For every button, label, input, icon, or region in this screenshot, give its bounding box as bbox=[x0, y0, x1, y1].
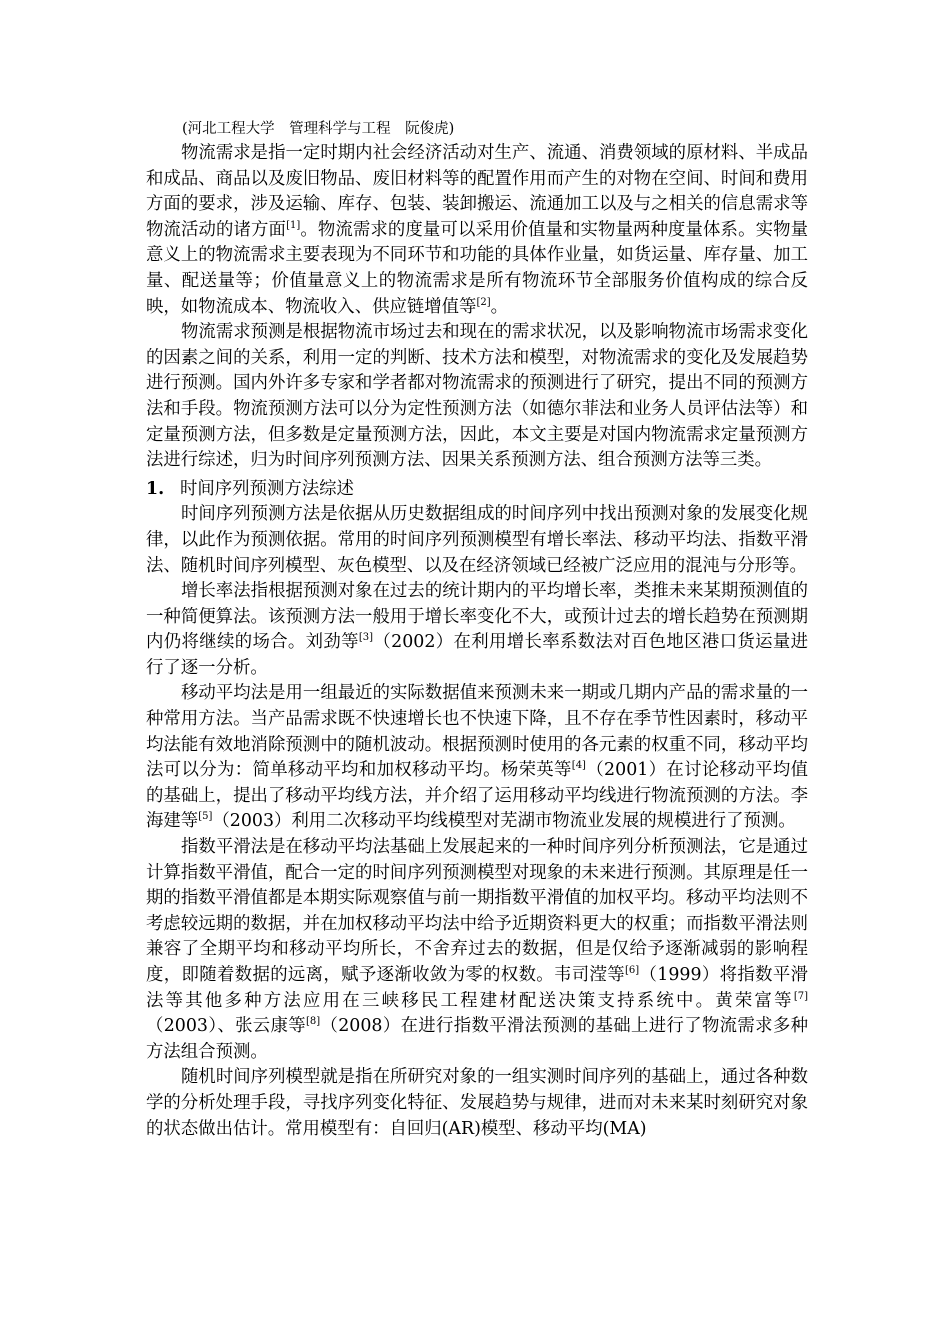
citation-ref: [3] bbox=[358, 632, 374, 644]
paragraph-p5: 移动平均法是用一组最近的实际数据值来预测未来一期或几期内产品的需求量的一种常用方法。当产品需求既不快速增长也不快速下降，且不存在季节性因素时，移动平均法能有效地消除预测中的随机波动。根据预测时使用的各元素的权重不同，移动平均法可以分为：简单移动平均和加权移动平均。杨荣英等[4]（2001）在讨论移动平均值的基础上，提出了移动平均线方法，并介绍了运用移动平均线进行物流预测的方法。李海建等[5]（2003）利用二次移动平均线模型对芜湖市物流业发展的规模进行了预测。 bbox=[146, 683, 808, 832]
section-heading bbox=[146, 477, 808, 503]
paragraph-p3: 时间序列预测方法是依据从历史数据组成的时间序列中找出预测对象的发展变化规律，以此作为预测依据。常用的时间序列预测模型有增长率法、移动平均法、指数平滑法、随机时间序列模型、灰色模型、以及在经济领域已经被广泛应用的混沌与分形等。 bbox=[146, 504, 808, 576]
citation-ref: [4] bbox=[571, 760, 586, 772]
author-affiliation: (河北工程大学 管理科学与工程 阮俊虎) bbox=[182, 121, 455, 137]
citation-ref: [2] bbox=[476, 296, 491, 308]
citation-ref: [8] bbox=[306, 1016, 321, 1028]
document-page bbox=[146, 118, 808, 1142]
paragraph-p4: 增长率法指根据预测对象在过去的统计期内的平均增长率，类推未来某期预测值的一种简便算法。该预测方法一般用于增长率变化不大，或预计过去的增长趋势在预测期内仍将继续的场合。刘劲等[3]（2002）在利用增长率系数法对百色地区港口货运量进行了逐一分析。 bbox=[146, 581, 808, 678]
time-series-section bbox=[146, 502, 808, 1142]
intro-section bbox=[146, 141, 808, 474]
paragraph-p2: 物流需求预测是根据物流市场过去和现在的需求状况，以及影响物流市场需求变化的因素之间的关系，利用一定的判断、技术方法和模型，对物流需求的变化及发展趋势进行预测。国内外许多专家和学者都对物流需求的预测进行了研究，提出不同的预测方法和手段。物流预测方法可以分为定性预测方法（如德尔菲法和业务人员评估法等）和定量预测方法，但多数是定量预测方法，因此，本文主要是对国内物流需求定量预测方法进行综述，归为时间序列预测方法、因果关系预测方法、组合预测方法等三类。 bbox=[146, 322, 808, 471]
citation-ref: [6] bbox=[625, 965, 640, 977]
citation-ref: [1] bbox=[286, 219, 301, 231]
paragraph-p1: 物流需求是指一定时期内社会经济活动对生产、流通、消费领域的原材料、半成品和成品、商品以及废旧物品、废旧材料等的配置作用而产生的对物在空间、时间和费用方面的要求，涉及运输、库存、包装、装卸搬运、流通加工以及与之相关的信息需求等物流活动的诸方面[1]。物流需求的度量可以采用价值量和实物量两种度量体系。实物量意义上的物流需求主要表现为不同环节和功能的具体作业量，如货运量、库存量、加工量、配送量等；价值量意义上的物流需求是所有物流环节全部服务价值构成的综合反映，如物流成本、物流收入、供应链增值等[2]。 bbox=[146, 143, 808, 317]
citation-ref: [5] bbox=[198, 811, 213, 823]
section-title: 时间序列预测方法综述 bbox=[180, 478, 354, 499]
section-number: 1. bbox=[146, 478, 165, 499]
paragraph-p6: 指数平滑法是在移动平均法基础上发展起来的一种时间序列分析预测法，它是通过计算指数平滑值，配合一定的时间序列预测模型对现象的未来进行预测。其原理是任一期的指数平滑值都是本期实际观察值与前一期指数平滑值的加权平均。移动平均法则不考虑较远期的数据，并在加权移动平均法中给予近期资料更大的权重；而指数平滑法则兼容了全期平均和移动平均所长，不舍弃过去的数据，但是仅给予逐渐减弱的影响程度，即随着数据的远离，赋予逐渐收敛为零的权数。韦司滢等[6]（1999）将指数平滑法等其他多种方法应用在三峡移民工程建材配送决策支持系统中。黄荣富等[7]（2003）、张云康等[8]（2008）在进行指数平滑法预测的基础上进行了物流需求多种方法组合预测。 bbox=[146, 837, 808, 1062]
citation-ref: [7] bbox=[793, 990, 808, 1002]
paragraph-p7: 随机时间序列模型就是指在所研究对象的一组实测时间序列的基础上，通过各种数学的分析处理手段，寻找序列变化特征、发展趋势与规律，进而对未来某时刻研究对象的状态做出估计。常用模型有：自回归(AR)模型、移动平均(MA) bbox=[146, 1067, 808, 1139]
